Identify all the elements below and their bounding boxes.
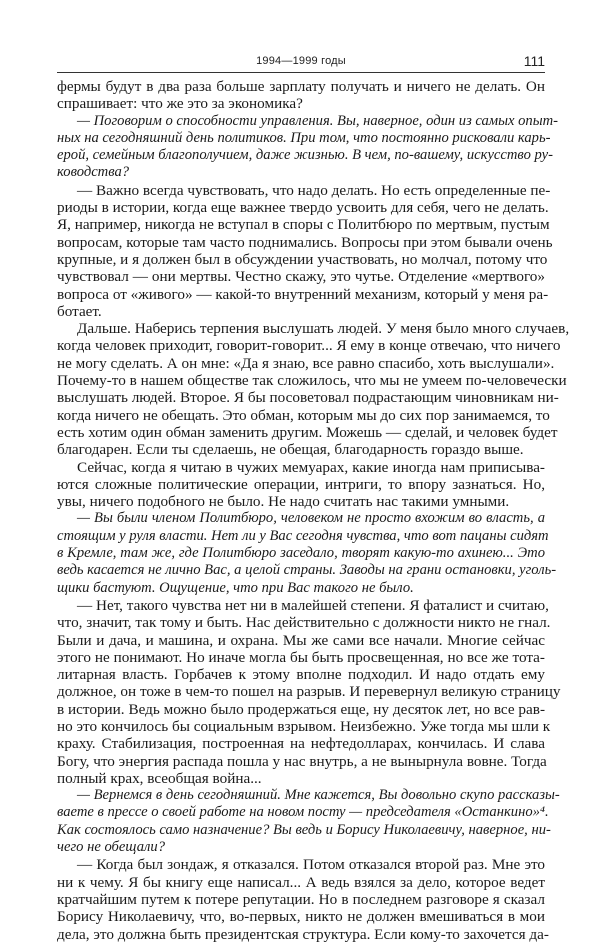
answer-paragraph — [57, 459, 545, 511]
text-line: Борису Николаевичу, что, во-первых, никто не должен вмешиваться в мои — [57, 908, 545, 926]
text-line: — Вы были членом Политбюро, человеком не просто вхожим во власть, а — [77, 510, 545, 527]
text-line: риоды в истории, когда еще важнее твердо усвоить для себя, чего не делать. — [57, 199, 549, 217]
text-line: когда ничего не обещать. Это обман, которым мы до сих пор занимаемся, то — [57, 406, 550, 424]
text-line: чувствовал — они мертвы. Честно скажу, это чутье. Отделение «мертвого» — [57, 268, 545, 286]
text-line: благодарен. Если ты сделаешь, не обещая, благодарность гораздо выше. — [57, 441, 524, 459]
question-paragraph — [57, 787, 560, 856]
text-line: увы, ничего подобного не было. Не надо считать нас такими умными. — [57, 493, 510, 511]
answer-paragraph — [57, 856, 549, 943]
text-line: стоящим у руля власти. Нет ли у Вас сегодня чувства, что вот пацаны сидят — [57, 527, 549, 544]
question-paragraph — [57, 112, 559, 182]
text-line: — Когда был зондаж, я отказался. Потом отказался второй раз. Мне это — [77, 856, 545, 874]
text-line: Сейчас, когда я читаю в чужих мемуарах, какие иногда нам приписыва- — [77, 458, 545, 476]
text-line: ботает. — [57, 302, 102, 320]
text-line: крупные, и я должен был в обсуждении участвовать, но молчал, потому что — [57, 250, 548, 268]
text-line: ных на сегодняшний день политиков. При том, что постоянно рисковали карь- — [57, 129, 551, 146]
text-line: спрашивает: что же это за экономика? — [57, 95, 303, 113]
text-line: этого не понимают. Но иначе могла бы быть просвещенная, но все же тота- — [57, 648, 545, 666]
text-line: — Вернемся в день сегодняшний. Мне кажется, Вы довольно скупо рассказы- — [77, 787, 560, 804]
page-header — [57, 53, 545, 71]
text-line: Почему-то в нашем обществе так сложилось, что мы не умеем по-человечески — [57, 372, 567, 390]
text-line: щики бастуют. Ощущение, что при Вас такого не было. — [57, 579, 414, 596]
text-line: выслушать людей. Второе. Я бы посоветовал подрастающим чиновникам ни- — [57, 389, 559, 407]
text-line: Были и дача, и машина, и охрана. Мы же сами все начали. Многие сейчас — [57, 631, 545, 649]
text-line: полный крах, всеобщая война... — [57, 769, 262, 787]
text-line: ются сложные политические операции, интриги, то впору зазнаться. Но, — [57, 475, 545, 493]
text-line: ваете в прессе о своей работе на новом посту — председателя «Останкино»⁴. — [57, 804, 549, 821]
text-line: ни к чему. Я бы книгу еще написал... А ведь взялся за дело, которое ведет — [57, 873, 545, 891]
text-line: Богу, что энергия распада пошла у нас внутрь, а не вынырнула вовне. Тогда — [57, 752, 547, 770]
text-line: должное, он тоже в чем-то пошел на разрыв. И перевернул великую страницу — [57, 683, 561, 701]
text-line: вопросам, которые там часто поднимались. Вопросы при этом бывали очень — [57, 233, 553, 251]
text-line: в Кремле, там же, где Политбюро заседало, творят какую-то ахинею... Это — [57, 545, 545, 562]
text-line: Как состоялось само назначение? Вы ведь и Борису Николаевичу, наверное, ни- — [57, 821, 551, 838]
text-line: кратчайшим путем к потере репутации. Но в последнем разговоре я сказал — [57, 890, 545, 908]
text-line: что, значит, так тому и быть. Нас действительно с должности никто не гнал. — [57, 614, 551, 632]
text-line: фермы будут в два раза больше зарплату получать и ничего не делать. Он — [57, 78, 545, 95]
text-line: ерой, семейным благополучием, даже жизнью. В чем, по-вашему, искусство ру- — [57, 147, 553, 164]
text-line: Дальше. Наберись терпения выслушать людей. У меня было много случаев, — [77, 320, 570, 338]
text-line: дела, это должна быть президентская структура. Если кому-то захочется да- — [57, 925, 549, 943]
text-line: Я, например, никогда не вступал в споры с Политбюро по мертвым, пустым — [57, 216, 550, 234]
running-title: 1994—1999 годы — [256, 55, 346, 67]
text-line: — Важно всегда чувствовать, что надо делать. Но есть определенные пе- — [77, 181, 551, 199]
text-line: — Нет, такого чувства нет ни в малейшей степени. Я фаталист и считаю, — [77, 596, 549, 614]
text-line: когда человек приходит, говорит-говорит... Я ему в конце отвечаю, что ничего — [57, 337, 561, 355]
text-line: — Поговорим о способности управления. Вы, наверное, один из самых опыт- — [77, 112, 559, 129]
answer-paragraph — [57, 596, 561, 787]
text-line: вопроса от «живого» — какой-то внутренний механизм, который у меня ра- — [57, 285, 549, 303]
body-text — [57, 78, 570, 943]
text-line: но это кончилось бы социальным взрывом. Неизбежно. Уже тогда мы шли к — [57, 717, 551, 735]
text-line: ведь касается не лично Вас, а целой страны. Заводы на грани остановки, уголь- — [57, 562, 557, 579]
text-line: в истории. Ведь можно было продержаться еще, ну десяток лет, но все рав- — [57, 700, 545, 718]
question-paragraph — [57, 510, 557, 596]
text-line: литарная власть. Горбачев к этому вполне подходил. И надо отдать ему — [57, 666, 545, 684]
text-line: есть хотим один обман заменить другим. Можешь — сделай, и человек будет — [57, 423, 558, 441]
answer-paragraph — [57, 181, 553, 320]
text-line: не могу сделать. А он мне: «Да я знаю, все равно спасибо, хоть выслушали». — [57, 354, 555, 372]
page-number: 111 — [523, 53, 545, 69]
answer-paragraph — [57, 320, 570, 459]
text-line: краху. Стабилизация, построенная на нефтедолларах, кончилась. И слава — [57, 735, 545, 753]
header-rule — [57, 72, 545, 73]
text-line: чего не обещали? — [57, 839, 165, 856]
text-line: ководства? — [57, 164, 130, 181]
answer-paragraph — [57, 78, 545, 113]
